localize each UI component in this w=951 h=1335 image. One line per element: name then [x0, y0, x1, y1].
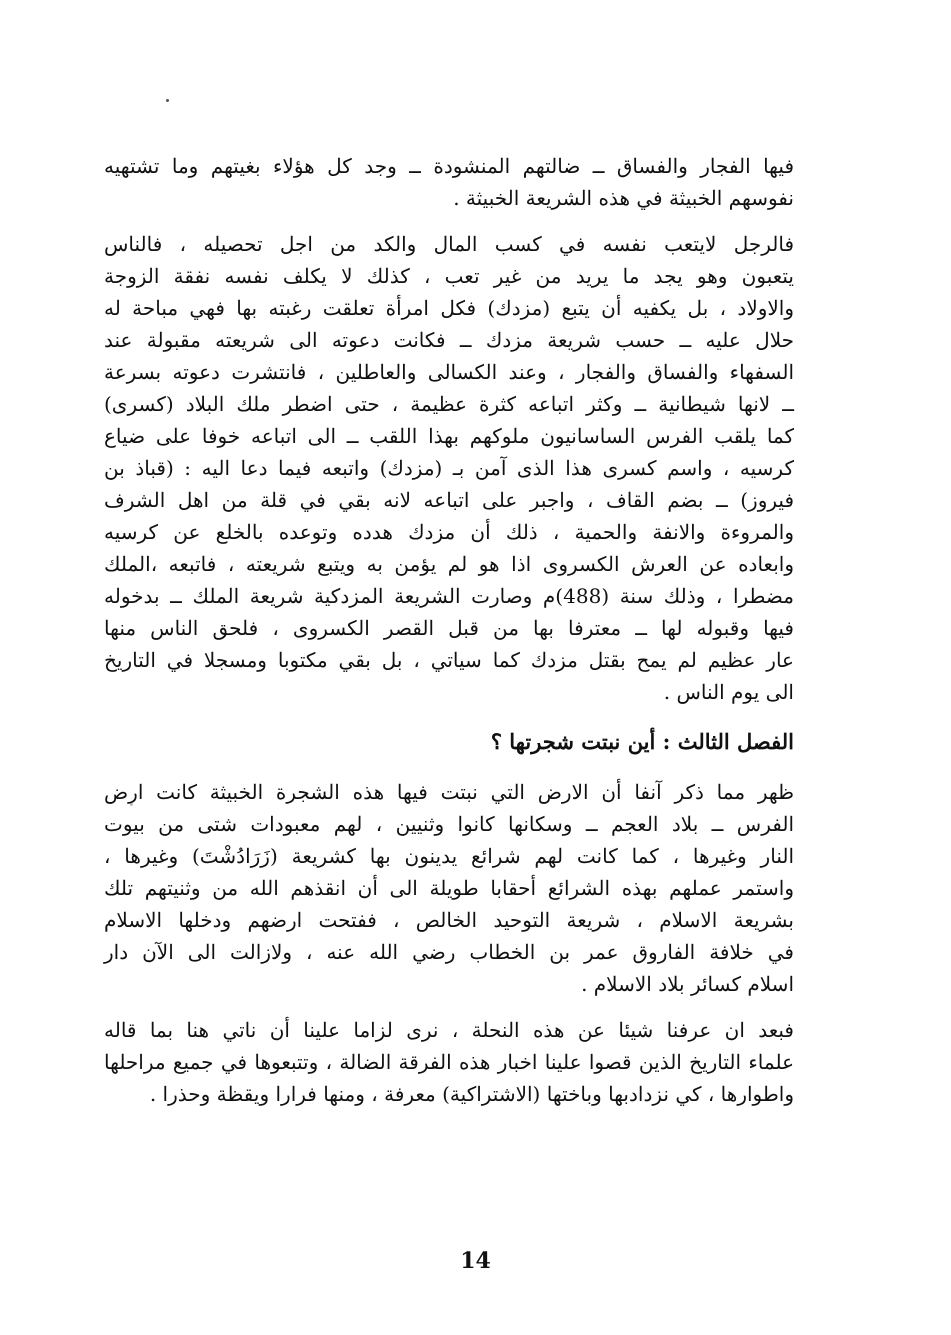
text-line: في خلافة الفاروق عمر بن الخطاب رضي الله عنه ، ولازالت الى الآن دار — [104, 940, 794, 964]
text-line: عار عظيم لم يمح بقتل مزدك كما سياتي ، بل بقي مكتوبا ومسجلا في التاريخ — [104, 648, 794, 672]
text-line: السفهاء والفساق والفجار ، وعند الكسالى والعاطلين ، فانتشرت دعوته بسرعة — [104, 360, 794, 384]
text-line: واطوارها ، كي نزدادبها وباختها (الاشتراكية) معرفة ، ومنها فرارا ويقظة وحذرا . — [149, 1082, 794, 1106]
text-line: اسلام كسائر بلاد الاسلام . — [581, 972, 794, 996]
text-line: فبعد ان عرفنا شيئا عن هذه النحلة ، نرى لزاما علينا أن ناتي هنا بما قاله — [104, 1018, 794, 1042]
text-line: نفوسهم الخبيثة في هذه الشريعة الخبيثة . — [453, 186, 794, 210]
text-line: الى يوم الناس . — [663, 680, 794, 704]
chapter-heading: الفصل الثالث : أين نبتت شجرتها ؟ — [490, 729, 794, 754]
text-line: والمروءة والانفة والحمية ، ذلك أن مزدك هدده وتوعده بالخلع عن كرسيه — [104, 520, 794, 544]
text-line: فيها وقبوله لها ــ معترفا بها من قبل القصر الكسروى ، فلحق الناس منها — [104, 616, 794, 640]
scan-speck — [166, 99, 169, 102]
paragraph-3 — [104, 776, 794, 1000]
text-line: ــ لانها شيطانية ــ وكثر اتباعه كثرة عظيمة ، حتى اضطر ملك البلاد (كسرى) — [104, 392, 794, 416]
text-line: وابعاده عن العرش الكسروى اذا هو لم يؤمن به ويتبع شريعته ، فاتبعه ،الملك — [104, 552, 794, 576]
text-line: كرسيه ، واسم كسرى هذا الذى آمن بـ (مزدك) واتبعه فيما دعا اليه : (قباذ بن — [104, 456, 794, 480]
page-number: 14 — [460, 1248, 491, 1274]
paragraph-2 — [104, 228, 794, 708]
text-line: يتعبون وهو يجد ما يريد من غير تعب ، كذلك لا يكلف نفسه نفقة الزوجة — [104, 264, 794, 288]
text-line: كما يلقب الفرس الساسانيون ملوكهم بهذا اللقب ــ الى اتباعه خوفا على ضياع — [104, 424, 794, 448]
paragraph-1 — [104, 150, 794, 214]
text-line: حلال عليه ــ حسب شريعة مزدك ــ فكانت دعوته الى شريعته مقبولة عند — [104, 328, 794, 352]
text-line: فيروز) ــ بضم القاف ، واجبر على اتباعه لانه بقي في قلة من اهل الشرف — [104, 488, 794, 512]
text-line: ظهر مما ذكر آنفا أن الارض التي نبتت فيها هذه الشجرة الخبيثة كانت ارض — [104, 780, 794, 804]
text-line: والاولاد ، بل يكفيه أن يتبع (مزدك) فكل امرأة تعلقت رغبته بها فهي مباحة له — [104, 296, 794, 320]
page-body — [104, 150, 794, 1110]
text-line: واستمر عملهم بهذه الشرائع أحقابا طويلة الى أن انقذهم الله من وثنيتهم تلك — [104, 876, 794, 900]
text-line: فالرجل لايتعب نفسه في كسب المال والكد من اجل تحصيله ، فالناس — [104, 232, 794, 256]
text-line: علماء التاريخ الذين قصوا علينا اخبار هذه الفرقة الضالة ، وتتبعوها في جميع مراحلها — [104, 1050, 795, 1074]
text-line: مضطرا ، وذلك سنة (488)م وصارت الشريعة المزدكية شريعة الملك ــ بدخوله — [104, 584, 794, 608]
text-line: الفرس ــ بلاد العجم ــ وسكانها كانوا وثنيين ، لهم معبودات شتى من بيوت — [104, 812, 794, 836]
text-line: فيها الفجار والفساق ــ ضالتهم المنشودة ــ وجد كل هؤلاء بغيتهم وما تشتهيه — [104, 154, 794, 178]
text-line: النار وغيرها ، كما كانت لهم شرائع يدينون بها كشريعة (زَرَادُشْتَ) وغيرها ، — [104, 844, 794, 868]
text-line: بشريعة الاسلام ، شريعة التوحيد الخالص ، ففتحت ارضهم ودخلها الاسلام — [104, 908, 794, 932]
paragraph-4 — [104, 1014, 794, 1110]
